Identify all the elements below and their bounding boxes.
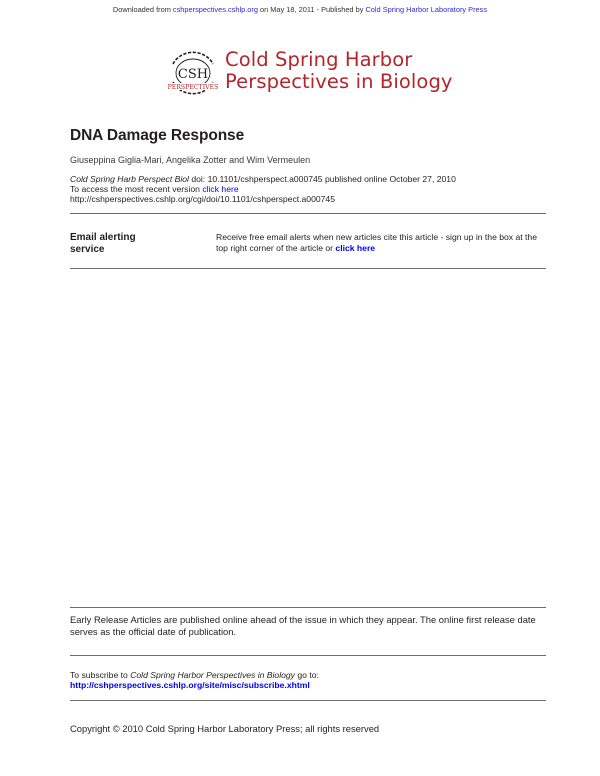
publisher-link[interactable]: Cold Spring Harbor Laboratory Press [365,5,488,14]
recent-version-link[interactable]: click here [202,184,239,194]
download-site-link[interactable]: cshperspectives.cshlp.org [172,5,258,14]
subscribe-url [70,680,310,690]
citation-doi: doi: 10.1101/cshperspect.a000745 published online October 27, 2010 [188,174,456,184]
recent-version-prefix: To access the most recent version [70,184,203,194]
subscribe-suffix: go to: [294,670,319,680]
early-release-note: Early Release Articles are published online ahead of the issue in which they appear. The online first release date serves as the official date of publication. [70,614,536,637]
article-url[interactable]: http://cshperspectives.cshlp.org/cgi/doi/10.1101/cshperspect.a000745 [70,194,335,204]
download-prefix: Downloaded from [112,5,173,14]
email-alert-label-line2: service [70,244,105,255]
csh-seal-icon [163,44,223,100]
logo-line-1: Cold Spring Harbor [225,48,413,71]
divider [70,700,546,701]
logo-mark-subtext: PERSPECTIVES [167,84,219,91]
article-title: DNA Damage Response [70,127,245,144]
subscribe-line [70,670,319,680]
recent-version-line [70,184,239,194]
subscribe-link[interactable]: http://cshperspectives.cshlp.org/site/misc/subscribe.xhtml [70,680,310,690]
email-alert-description [216,232,546,253]
download-notice [0,5,600,14]
article-authors: Giuseppina Giglia-Mari, Angelika Zotter and Wim Vermeulen [70,155,311,165]
email-alert-link[interactable]: click here [335,242,376,253]
citation-journal: Cold Spring Harb Perspect Biol [70,174,189,184]
logo-mark-text: CSH [177,67,209,82]
email-alert-label-line1: Email alerting [70,232,136,243]
divider [70,655,546,656]
divider [70,213,546,214]
logo-line-2: Perspectives in Biology [225,70,453,93]
divider [70,607,546,608]
email-alert-label [70,232,136,256]
email-alert-text: Receive free email alerts when new articles cite this article - sign up in the box at the top right corner of the article or [216,232,537,253]
copyright-notice: Copyright © 2010 Cold Spring Harbor Laboratory Press; all rights reserved [70,723,380,734]
journal-logo[interactable] [163,44,463,100]
divider [70,268,546,269]
subscribe-prefix: To subscribe to [70,670,131,680]
citation-line [70,174,456,184]
subscribe-journal: Cold Spring Harbor Perspectives in Biology [130,670,295,680]
download-middle: on May 18, 2011 - Published by [257,5,366,14]
